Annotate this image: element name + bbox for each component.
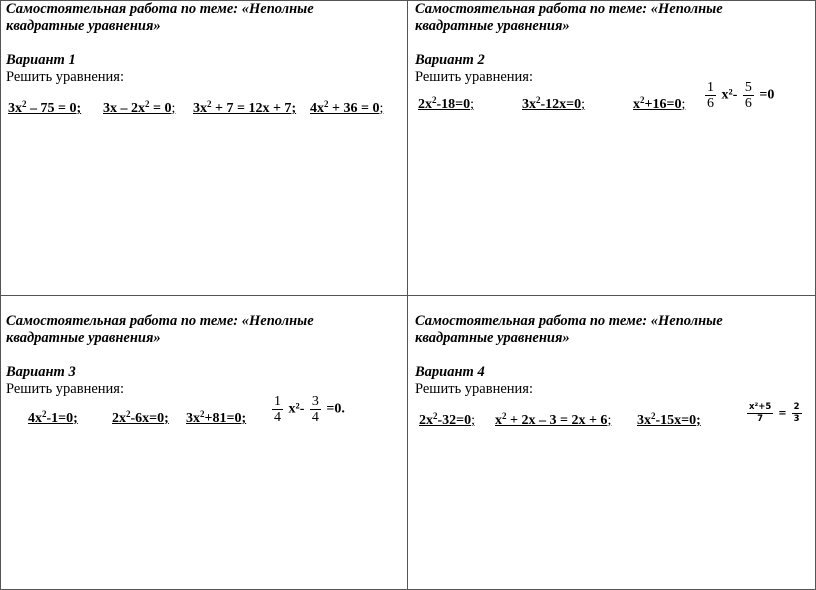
cell-variant-4 <box>415 313 815 444</box>
fraction-1: $\frac{1}{6}$ <box>707 80 714 111</box>
cell-variant-1 <box>6 1 406 132</box>
variant-label: Вариант 2 <box>415 52 485 68</box>
equation-3: $3x^2 + 7 = 12x + 7$; <box>193 99 297 116</box>
equation-1: $4x^2-1=0$; <box>28 409 78 426</box>
cell-title: Самостоятельная работа по теме: «Неполные квадратные уравнения» <box>6 1 314 34</box>
variant-label: Вариант 1 <box>6 52 76 68</box>
equations-row <box>415 80 815 132</box>
equation-1: $3x^2 - 75 = 0$; <box>8 99 82 116</box>
equation-4-fraction: $\frac{1}{4}$ x²- $\frac{3}{4}$ =0. <box>274 394 345 425</box>
fraction-2: $\frac{3}{4}$ <box>311 394 319 425</box>
equations-row <box>6 92 406 132</box>
instruction: Решить уравнения: <box>6 69 125 85</box>
equations-row <box>6 394 406 444</box>
cell-variant-2 <box>415 1 815 132</box>
instruction: Решить уравнения: <box>415 69 534 85</box>
equation-2: $x^2 + 2x - 3 = 2x + 6$; <box>495 411 612 428</box>
fraction-1: $\frac{\text{x²+5}}{7}$ <box>749 402 772 424</box>
instruction: Решить уравнения: <box>6 381 125 397</box>
equation-4-fraction: $\frac{\text{x²+5}}{7}$ = $\frac{2}{3}$ <box>749 402 800 424</box>
cell-title: Самостоятельная работа по теме: «Неполные квадратные уравнения» <box>415 313 723 346</box>
variant-label: Вариант 4 <box>415 364 485 380</box>
equation-2: $3x - 2x^2 = 0$; <box>103 99 176 116</box>
fraction-2: $\frac{2}{3}$ <box>793 402 800 424</box>
fraction-2: $\frac{5}{6}$ <box>744 80 752 111</box>
equation-4: $4x^2 + 36 = 0$; <box>310 99 384 116</box>
equation-2: $3x^2-12x=0$; <box>522 95 586 112</box>
equation-3: $3x^2+81=0$; <box>186 409 247 426</box>
row-divider <box>0 295 815 296</box>
equation-2: $2x^2-6x=0$; <box>112 409 169 426</box>
equation-1: $2x^2-18=0$; <box>418 95 475 112</box>
cell-variant-3 <box>6 313 406 444</box>
equation-1: $2x^2-32=0$; <box>419 411 476 428</box>
variant-label: Вариант 3 <box>6 364 76 380</box>
equation-3: $3x^2-15x=0$; <box>637 411 701 428</box>
equations-row <box>415 404 815 444</box>
equation-3: $x^2+16=0$; <box>633 95 686 112</box>
instruction: Решить уравнения: <box>415 381 534 397</box>
equation-4-fraction: $\frac{1}{6}$ x²- $\frac{5}{6}$ =0 <box>707 80 775 111</box>
cell-title: Самостоятельная работа по теме: «Неполные квадратные уравнения» <box>6 313 314 346</box>
fraction-1: $\frac{1}{4}$ <box>274 394 281 425</box>
cell-title: Самостоятельная работа по теме: «Неполные квадратные уравнения» <box>415 1 723 34</box>
